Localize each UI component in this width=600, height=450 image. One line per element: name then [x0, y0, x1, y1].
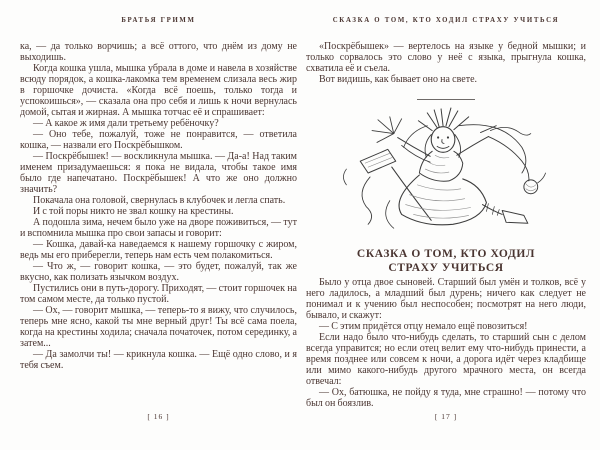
page-right	[306, 0, 586, 450]
running-header-left: БРАТЬЯ ГРИММ	[121, 17, 196, 24]
paragraph: ка, — да только ворчишь; а всё оттого, что днём из дому не выходишь.	[20, 41, 297, 63]
paragraph: Было у отца двое сыновей. Старший был умён и толков, всё у него ладилось, а младший был дурень; ничего как следует не понимал и к учению был неспособен; посмотрят на него люди, бывало, и скажут:	[306, 277, 586, 321]
page-left	[20, 0, 297, 450]
paragraph: И с той поры никто не звал кошку на крестины.	[33, 206, 234, 217]
section-divider	[417, 99, 475, 100]
paragraph: Вот видишь, как бывает оно на свете.	[319, 74, 478, 85]
paragraph: Пустились они в путь-дорогу. Приходят, — стоит горшочек на том самом месте, да только пустой.	[20, 283, 297, 305]
paragraph: Когда кошка ушла, мышка убрала в доме и навела в хозяйстве всюду порядок, а кошка-лакомка тем временем слизала весь жир в горшочке дочиста. «Когда всё поешь, только тогда и успокоишься», — сказала она про себя и лишь к ночи вернулась домой, сытая и жирная. А мышка тотчас её и спрашивает:	[20, 63, 297, 118]
paragraph: — Кошка, давай-ка наведаемся к нашему горшочку с жиром, ведь мы его приберегли, теперь нам есть чем полакомиться.	[20, 239, 297, 261]
paragraph: — С этим придётся отцу немало ещё повозиться!	[319, 321, 528, 332]
story-ending-text	[306, 41, 586, 85]
story-title	[306, 247, 586, 275]
paragraph: «Поскрёбышек» — вертелось на языке у бедной мышки; и только сорвалось это слово у неё с языка, прыгнула кошка, схватила её и съела.	[306, 41, 586, 74]
paragraph: — Оно тебе, пожалуй, тоже не понравится, — ответила кошка, — назвали его Поскрёбышком.	[20, 129, 297, 151]
story-title-line1: СКАЗКА О ТОМ, КТО ХОДИЛ	[356, 248, 536, 260]
paragraph: Если надо было что-нибудь сделать, то старший сын с делом всегда управится; но если отец велит ему что-нибудь принести, а время позднее или совсем к ночи, а дорога идёт через кладбище или мимо какого-нибудь другого мрачного места, он всегда отвечал:	[306, 332, 586, 387]
paragraph: — Да замолчи ты! — крикнула кошка. — Ещё одно слово, и я тебя съем.	[20, 349, 297, 371]
paragraph: А подошла зима, нечем было уже на дворе поживиться, — тут и вспомнила мышка про свои запасы и говорит:	[20, 217, 297, 239]
paragraph: Покачала она головой, свернулась в клубочек и легла спать.	[33, 195, 286, 206]
page-number-left: [ 16 ]	[147, 412, 170, 421]
running-header-right: СКАЗКА О ТОМ, КТО ХОДИЛ СТРАХУ УЧИТЬСЯ	[332, 17, 560, 24]
paragraph: — Ох, — говорит мышка, — теперь-то я вижу, что случилось, теперь мне ясно, какой ты мне верный друг! Ты всё сама поела, когда на крестины ходила; сначала початочек, потом серединку, а затем...	[20, 305, 297, 349]
paragraph: — Что ж, — говорит кошка, — это будет, пожалуй, так же вкусно, как полизать язычком воздух.	[20, 261, 297, 283]
left-page-text	[20, 41, 297, 371]
story-title-line2: СТРАХУ УЧИТЬСЯ	[388, 262, 504, 274]
paragraph: — Поскрёбышек! — воскликнула мышка. — Да-а! Над таким именем призадумаешься: я пока не видала, чтобы такое имя было где напечатано. Поскрёбышек! А что же оно должно значить?	[20, 151, 297, 195]
paragraph: — А какое ж имя дали третьему ребёночку?	[33, 118, 219, 129]
page-number-right: [ 17 ]	[434, 412, 458, 421]
paragraph: — Ох, батюшка, не пойду я туда, мне страшно! — потому что был он боязлив.	[306, 387, 586, 409]
story-text	[306, 277, 586, 409]
jester-scarecrow-illustration	[331, 104, 561, 244]
